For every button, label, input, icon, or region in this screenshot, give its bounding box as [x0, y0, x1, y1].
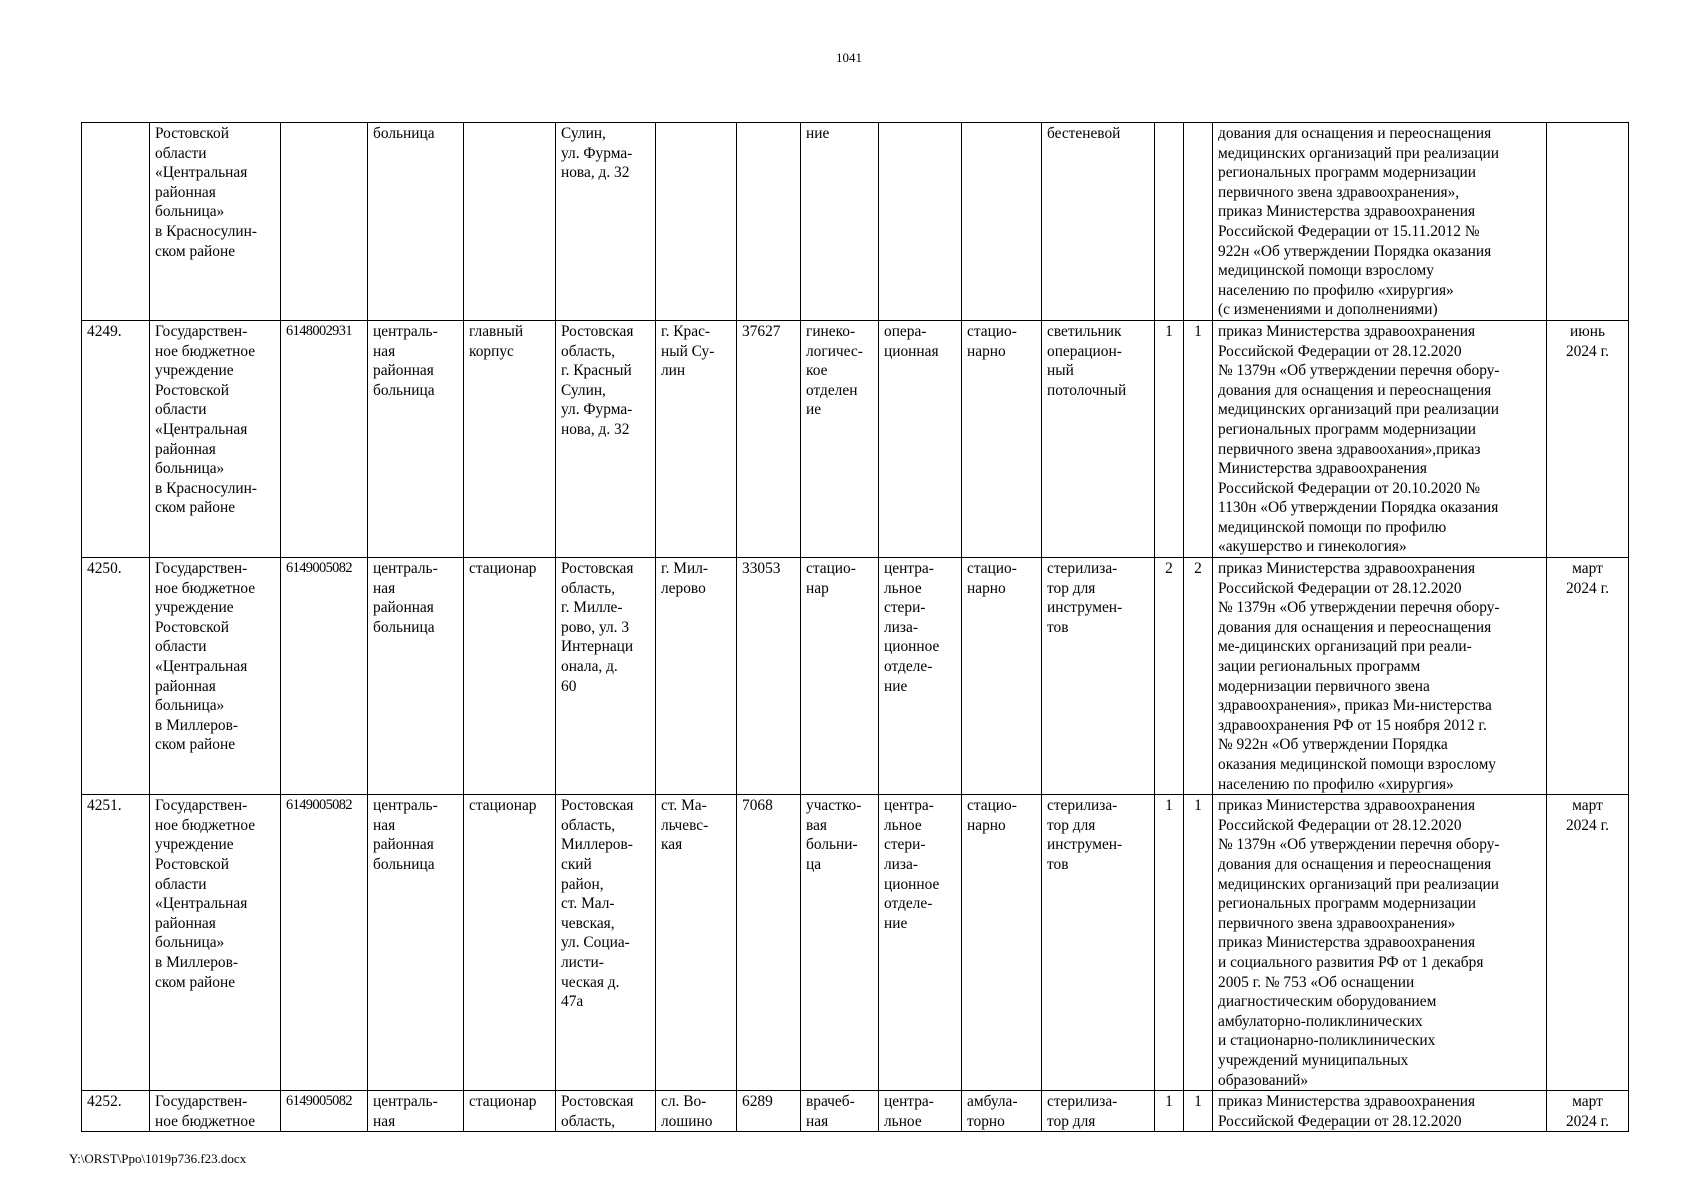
cell-inn-code: [281, 795, 368, 1091]
department-text: участко- вая больни- ца: [806, 797, 862, 873]
cell-care-form: [962, 558, 1042, 795]
cell-locality: [656, 795, 737, 1091]
cell-organization-type: [368, 123, 464, 321]
cell-department: [801, 1091, 879, 1132]
room-text: центра- льное стери- лиза- ционное отделе- ние: [884, 797, 940, 932]
cell-room: [879, 558, 962, 795]
cell-quantity-planned: [1155, 320, 1184, 557]
row-number-text: 4250.: [87, 560, 122, 578]
cell-organization-type: [368, 320, 464, 557]
cell-address: [556, 558, 656, 795]
cell-address: [556, 320, 656, 557]
care-form-text: стацио- нарно: [967, 560, 1017, 597]
cell-building-name: [464, 795, 556, 1091]
inn-code-text: 6148002931: [286, 322, 352, 339]
population-text: 6289: [742, 1093, 773, 1111]
care-form-text: стацио- нарно: [967, 797, 1017, 834]
cell-building-name: [464, 123, 556, 321]
deadline-date-text: март 2024 г.: [1565, 1093, 1610, 1130]
cell-quantity-total: [1184, 320, 1213, 557]
equipment-name-text: светильник операцион- ный потолочный: [1047, 322, 1127, 399]
cell-locality: [656, 320, 737, 557]
cell-care-form: [962, 795, 1042, 1091]
cell-deadline-date: [1547, 558, 1629, 795]
cell-quantity-planned: [1155, 1091, 1184, 1132]
population-text: 37627: [742, 322, 781, 340]
cell-equipment-name: [1042, 558, 1155, 795]
legal-basis-text: приказ Министерства здравоохранения Российской Федерации от 28.12.2020 № 1379н «Об утверждении перечня обору- дования для оснащения и переоснащения медицинских организаций при реализации региональных программ модернизации первичного звена здравоохранения» приказ Министерства здравоохранения и социального развития РФ от 1 декабря 2005 г. № 753 «Об оснащении диагностическим оборудованием амбулаторно-поликлинических и стационарно-поликлинических учреждений муниципальных образований»: [1218, 797, 1500, 1089]
organization-type-text: централь- ная районная больница: [373, 560, 438, 636]
quantity-planned-text: 1: [1165, 322, 1173, 340]
care-form-text: стацио- нарно: [967, 322, 1017, 360]
cell-quantity-planned: [1155, 123, 1184, 321]
quantity-planned-text: 2: [1165, 560, 1173, 578]
organization-type-text: больница: [373, 125, 435, 142]
locality-text: г. Мил- лерово: [661, 560, 708, 597]
cell-room: [879, 795, 962, 1091]
cell-population: [737, 123, 801, 321]
cell-address: [556, 795, 656, 1091]
equipment-name-text: бестеневой: [1047, 125, 1121, 142]
organization-name-text: Государствен- ное бюджетное учреждение Ростовской области «Центральная районная больница» в Красносулин- ском районе: [155, 322, 257, 517]
quantity-total-text: 1: [1194, 322, 1202, 340]
cell-equipment-name: [1042, 1091, 1155, 1132]
equipment-name-text: стерилиза- тор для: [1047, 1093, 1118, 1130]
cell-care-form: [962, 320, 1042, 557]
table-row: [82, 558, 1629, 795]
department-text: врачеб- ная: [806, 1093, 855, 1130]
population-text: 7068: [742, 797, 773, 815]
footer-file-path: Y:\ORST\Ppo\1019p736.f23.docx: [69, 1151, 247, 1166]
cell-care-form: [962, 1091, 1042, 1132]
inn-code-text: 6149005082: [286, 1093, 352, 1110]
locality-text: г. Крас- ный Су- лин: [661, 322, 715, 380]
cell-quantity-total: [1184, 795, 1213, 1091]
organization-type-text: централь- ная: [373, 1093, 438, 1130]
row-number-text: 4249.: [87, 322, 122, 340]
cell-organization-type: [368, 558, 464, 795]
cell-quantity-total: [1184, 1091, 1213, 1132]
department-text: стацио- нар: [806, 560, 856, 597]
organization-name-text: Государствен- ное бюджетное учреждение Ростовской области «Центральная районная больница» в Миллеров- ском районе: [155, 560, 256, 754]
legal-basis-text: приказ Министерства здравоохранения Российской Федерации от 28.12.2020 № 1379н «Об утверждении перечня обору- дования для оснащения и переоснащения медицинских организаций при реализации региональных программ модернизации первичного звена здравоохания»,приказ Министерства здравоохранения Российской Федерации от 20.10.2020 № 1130н «Об утверждении Порядка оказания медицинской помощи по профилю «акушерство и гинекология»: [1218, 322, 1500, 556]
cell-department: [801, 558, 879, 795]
building-name-text: стационар: [469, 560, 537, 578]
cell-legal-basis: [1213, 123, 1547, 321]
cell-department: [801, 320, 879, 557]
table-row: [82, 795, 1629, 1091]
page-number: 1041: [836, 50, 862, 65]
cell-locality: [656, 558, 737, 795]
cell-legal-basis: [1213, 558, 1547, 795]
table-row: [82, 320, 1629, 557]
table-row: [82, 1091, 1629, 1132]
cell-legal-basis: [1213, 795, 1547, 1091]
building-name-text: главный корпус: [469, 322, 524, 360]
deadline-date-text: март 2024 г.: [1565, 560, 1610, 597]
address-text: Ростовская область, Миллеров- ский район, ст. Мал- чевская, ул. Социа- листи- ческая д. 47а: [561, 797, 634, 1011]
address-text: Сулин, ул. Фурма- нова, д. 32: [561, 125, 633, 182]
building-name-text: стационар: [469, 1093, 537, 1111]
equipment-table: [81, 122, 1629, 1132]
deadline-date-text: март 2024 г.: [1565, 797, 1610, 834]
care-form-text: амбула- торно: [967, 1093, 1018, 1130]
organization-type-text: централь- ная районная больница: [373, 797, 438, 873]
table-row: [82, 123, 1629, 321]
room-text: опера- ционная: [884, 322, 939, 360]
cell-row-number: [82, 1091, 150, 1132]
cell-building-name: [464, 558, 556, 795]
cell-address: [556, 1091, 656, 1132]
quantity-total-text: 2: [1194, 560, 1202, 578]
cell-legal-basis: [1213, 1091, 1547, 1132]
address-text: Ростовская область,: [561, 1093, 634, 1130]
cell-equipment-name: [1042, 123, 1155, 321]
cell-population: [737, 795, 801, 1091]
cell-organization-type: [368, 795, 464, 1091]
equipment-name-text: стерилиза- тор для инструмен- тов: [1047, 560, 1123, 636]
cell-locality: [656, 123, 737, 321]
cell-organization-name: [150, 795, 281, 1091]
cell-organization-name: [150, 123, 281, 321]
cell-locality: [656, 1091, 737, 1132]
address-text: Ростовская область, г. Милле- рово, ул. 3 Интернаци онала, д. 60: [561, 560, 634, 695]
locality-text: ст. Ма- льчевс- кая: [661, 797, 709, 854]
cell-row-number: [82, 123, 150, 321]
cell-building-name: [464, 320, 556, 557]
cell-inn-code: [281, 558, 368, 795]
equipment-name-text: стерилиза- тор для инструмен- тов: [1047, 797, 1123, 873]
cell-row-number: [82, 795, 150, 1091]
locality-text: сл. Во- лошино: [661, 1093, 713, 1130]
row-number-text: 4251.: [87, 797, 122, 815]
legal-basis-text: приказ Министерства здравоохранения Российской Федерации от 28.12.2020: [1218, 1093, 1476, 1130]
department-text: ние: [806, 125, 830, 142]
organization-name-text: Государствен- ное бюджетное: [155, 1093, 256, 1130]
cell-population: [737, 320, 801, 557]
cell-deadline-date: [1547, 320, 1629, 557]
cell-organization-name: [150, 320, 281, 557]
cell-organization-type: [368, 1091, 464, 1132]
organization-name-text: Ростовской области «Центральная районная больница» в Красносулин- ском районе: [155, 125, 257, 260]
cell-equipment-name: [1042, 795, 1155, 1091]
cell-address: [556, 123, 656, 321]
room-text: центра- льное: [884, 1093, 934, 1130]
department-text: гинеко- логичес- кое отделен ие: [806, 322, 863, 419]
cell-building-name: [464, 1091, 556, 1132]
cell-organization-name: [150, 558, 281, 795]
deadline-date-text: июнь 2024 г.: [1565, 322, 1610, 360]
cell-department: [801, 795, 879, 1091]
cell-quantity-planned: [1155, 795, 1184, 1091]
inn-code-text: 6149005082: [286, 797, 352, 814]
cell-population: [737, 1091, 801, 1132]
building-name-text: стационар: [469, 797, 537, 815]
cell-legal-basis: [1213, 320, 1547, 557]
cell-inn-code: [281, 1091, 368, 1132]
cell-department: [801, 123, 879, 321]
quantity-total-text: 1: [1194, 797, 1202, 815]
room-text: центра- льное стери- лиза- ционное отделе- ние: [884, 560, 940, 695]
cell-organization-name: [150, 1091, 281, 1132]
quantity-planned-text: 1: [1165, 1093, 1173, 1111]
cell-deadline-date: [1547, 1091, 1629, 1132]
cell-population: [737, 558, 801, 795]
cell-quantity-planned: [1155, 558, 1184, 795]
cell-deadline-date: [1547, 795, 1629, 1091]
legal-basis-text: приказ Министерства здравоохранения Российской Федерации от 28.12.2020 № 1379н «Об утверждении перечня обору- дования для оснащения и переоснащения ме-дицинских организаций при реали- зации региональных программ модернизации первичного звена здравоохранения», приказ Ми-нистерства здравоохранения РФ от 15 ноября 2012 г. № 922н «Об утверждении Порядка оказания медицинской помощи взрослому населению по профилю «хирургия»: [1218, 560, 1500, 793]
quantity-total-text: 1: [1194, 1093, 1202, 1111]
population-text: 33053: [742, 560, 781, 578]
cell-deadline-date: [1547, 123, 1629, 321]
quantity-planned-text: 1: [1165, 797, 1173, 815]
organization-name-text: Государствен- ное бюджетное учреждение Ростовской области «Центральная районная больница» в Миллеров- ском районе: [155, 797, 256, 991]
cell-quantity-total: [1184, 123, 1213, 321]
cell-inn-code: [281, 320, 368, 557]
cell-equipment-name: [1042, 320, 1155, 557]
cell-room: [879, 123, 962, 321]
cell-row-number: [82, 558, 150, 795]
cell-row-number: [82, 320, 150, 557]
row-number-text: 4252.: [87, 1093, 122, 1111]
cell-room: [879, 320, 962, 557]
cell-inn-code: [281, 123, 368, 321]
organization-type-text: централь- ная районная больница: [373, 322, 438, 399]
inn-code-text: 6149005082: [286, 560, 352, 577]
cell-quantity-total: [1184, 558, 1213, 795]
cell-care-form: [962, 123, 1042, 321]
legal-basis-text: дования для оснащения и переоснащения медицинских организаций при реализации региональных программ модернизации первичного звена здравоохранения», приказ Министерства здравоохранения Российской Федерации от 15.11.2012 № 922н «Об утверждении Порядка оказания медицинской помощи взрослому населению по профилю «хирургия» (с изменениями и дополнениями): [1218, 125, 1499, 319]
address-text: Ростовская область, г. Красный Сулин, ул. Фурма- нова, д. 32: [561, 322, 634, 438]
cell-room: [879, 1091, 962, 1132]
